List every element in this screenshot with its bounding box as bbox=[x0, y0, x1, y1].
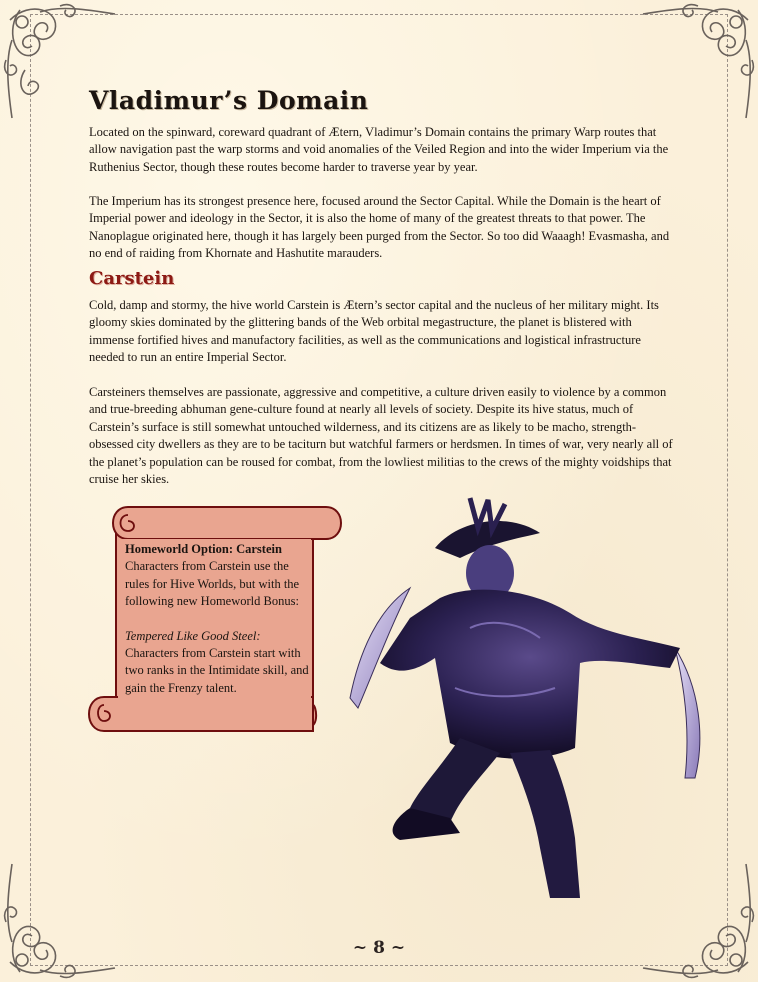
homeworld-option-box bbox=[125, 541, 310, 697]
warrior-illustration bbox=[340, 488, 720, 908]
intro-paragraph: Located on the spinward, coreward quadrant of Ætern, Vladimur’s Domain contains the primary Warp routes that allow navigation past the warp storms and void anomalies of the Veiled Region and into the wider Imperium via the Ruthenius Sector, though these routes become harder to traverse year by year. bbox=[89, 125, 669, 174]
homeworld-bonus-name: Tempered Like Good Steel: bbox=[125, 628, 261, 643]
corner-ornament-icon bbox=[638, 0, 758, 120]
carstein-paragraph-1: Cold, damp and stormy, the hive world Carstein is Ætern’s sector capital and the nucleus of her military might. Its gloomy skies dominated by the glittering bands of the Web orbital megastructure, the planet is blistered with immense fortified hives and manufactory facilities, as well as the communications and logistical infrastructure needed to run an entire Imperial Sector. bbox=[89, 298, 659, 365]
imperium-paragraph: The Imperium has its strongest presence here, focused around the Sector Capital. While the Domain is the heart of Imperial power and ideology in the Sector, it is also the home of many of the greatest threats to that power. The Nanoplague originated here, though it has largely been purged from the Sector. So too did Waaagh! Evasmasha, and no end of raiding from Khornate and Hashutite marauders. bbox=[89, 194, 670, 261]
carstein-paragraph-2: Carsteiners themselves are passionate, aggressive and competitive, a culture driven easily to violence by a common and true-breeding abhuman gene-culture found at nearly all levels of society. Despite its hive status, much of Carstein’s surface is still somewhat untouched wilderness, and its citizens are as likely to be macho, strength-obsessed city dwellers as they are to be taciturn but watchful farmers or herdsmen. In times of war, very nearly all of the planet’s population can be roused for combat, from the lowliest militias to the crews of the mighty voidships that cruise her skies. bbox=[89, 385, 673, 487]
page-title: Vladimur’s Domain bbox=[89, 86, 369, 115]
homeworld-option-title: Homeworld Option: Carstein bbox=[125, 542, 282, 556]
section-heading: Carstein bbox=[89, 268, 175, 289]
homeworld-bonus-text: Characters from Carstein start with two ranks in the Intimidate skill, and gain the Frenzy talent. bbox=[125, 646, 309, 695]
homeworld-option-body: Characters from Carstein use the rules for Hive Worlds, but with the following new Homeworld Bonus: bbox=[125, 559, 300, 609]
page-number: ~ 8 ~ bbox=[352, 938, 406, 958]
corner-ornament-icon bbox=[0, 862, 120, 982]
